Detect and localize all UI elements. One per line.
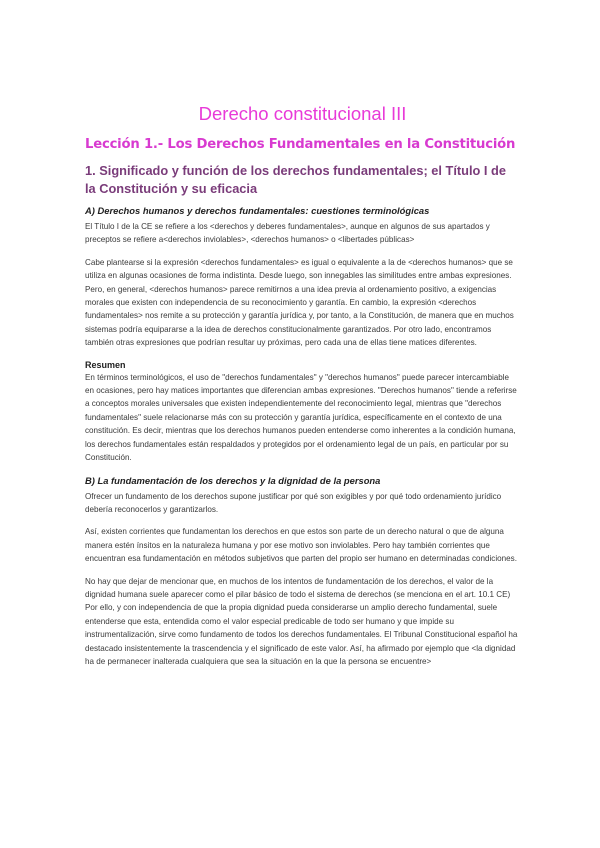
subsection-a-heading: A) Derechos humanos y derechos fundamentales: cuestiones terminológicas bbox=[85, 205, 430, 216]
section-heading: 1. Significado y función de los derechos fundamentales; el Título I de la Constitución y su eficacia bbox=[85, 163, 506, 196]
resumen-paragraph: En términos terminológicos, el uso de "derechos fundamentales" y "derechos humanos" puede parecer intercambiable en ocasiones, pero hay matices importantes que diferencian ambas expresiones. "Derechos humanos" tiende a referirse a conceptos morales universales que existen independientemente del reconocimiento legal, mientras que "derechos fundamentales" suele relacionarse más con su protección y garantía jurídica, específicamente en el contexto de una constitución. Es decir, mientras que los derechos humanos pueden entenderse como inherentes a la condición humana, los derechos fundamentales están respaldados y protegidos por el ordenamiento legal de un país, en particular por su Constitución. bbox=[85, 372, 517, 463]
paragraph: El Título I de la CE se refiere a los <derechos y deberes fundamentales>, aunque en algunos de sus apartados y preceptos se refiere a<derechos inviolables>, <derechos humanos> o <libertades públicas> bbox=[85, 222, 490, 245]
paragraph: Cabe plantearse si la expresión <derechos fundamentales> es igual o equivalente a la de <derechos humanos> que se utiliza en algunas ocasiones de forma indistinta. Desde luego, son innegables las similitudes entre ambas expresiones. Pero, en general, <derechos humanos> parece remitirnos a una idea previa al ordenamiento positivo, a exigencias morales que existen con independencia de su reconocimiento y garantía. En cambio, la expresión <derechos fundamentales> nos remite a su protección y garantía jurídica y, por tanto, a la Constitución, de manera que en muchos sistemas podría equipararse a la idea de derechos constitucionalmente garantizados. Por otro lado, encontramos también otras expresiones que podrían resultar uy próximas, pero cada una de ellas tiene matices diferentes. bbox=[85, 257, 514, 348]
document-page bbox=[85, 102, 520, 677]
document-title: Derecho constitucional III bbox=[198, 103, 407, 124]
paragraph: No hay que dejar de mencionar que, en muchos de los intentos de fundamentación de los derechos, el valor de la dignidad humana suele aparecer como el pilar básico de todo el sistema de derechos (se menciona en el art. 10.1 CE) Por ello, y con independencia de que la propia dignidad pueda considerarse un amplio derecho fundamental, suele entenderse que esta, entendida como el valor especial predicable de todo ser humano y que impide su instrumentalización, sirve como fundamento de todos los derechos fundamentales. El Tribunal Constitucional español ha destacado insistentemente la trascendencia y el significado de este valor. Así, ha afirmado por ejemplo que <la dignidad ha de permanecer inalterada cualquiera que sea la situación en la que la persona se encuentre> bbox=[85, 576, 518, 666]
paragraph: Así, existen corrientes que fundamentan los derechos en que estos son parte de un derecho natural o que de alguna manera estén ínsitos en la naturaleza humana y por ese motivo son inviolables. Pero hay también corrientes que encuentran esa fundamentación en métodos subjetivos que parten del propio ser humano en determinadas condiciones. bbox=[85, 527, 517, 564]
resumen-heading: Resumen bbox=[85, 359, 126, 370]
subsection-b-heading: B) La fundamentación de los derechos y la dignidad de la persona bbox=[85, 474, 381, 486]
lesson-heading: Lección 1.- Los Derechos Fundamentales en la Constitución bbox=[85, 137, 516, 152]
paragraph: Ofrecer un fundamento de los derechos supone justificar por qué son exigibles y por qué todo ordenamiento jurídico debería reconocerlos y garantizarlos. bbox=[85, 491, 502, 514]
